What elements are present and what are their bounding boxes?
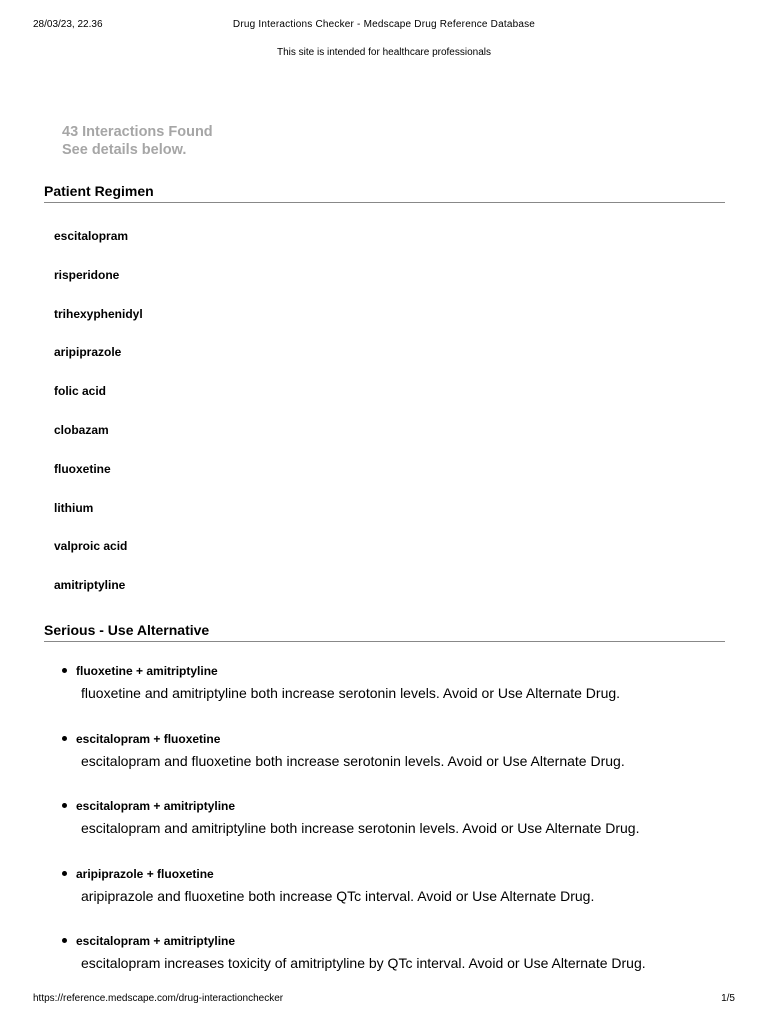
interaction-description: fluoxetine and amitriptyline both increase serotonin levels. Avoid or Use Alternate Drug. [81,685,621,701]
regimen-drug[interactable]: escitalopram [54,229,129,243]
interaction-item [62,728,722,796]
regimen-drug[interactable]: clobazam [54,422,109,437]
bullet-icon [62,668,67,673]
interaction-item [62,660,722,728]
interaction-count: 43 Interactions Found [62,124,213,140]
regimen-list [54,222,143,610]
interaction-item [62,930,722,998]
interaction-description: escitalopram and fluoxetine both increase serotonin levels. Avoid or Use Alternate Drug. [81,752,625,769]
bullet-icon [62,938,67,943]
interaction-pair[interactable]: fluoxetine + amitriptyline [76,664,218,678]
serious-interaction-list [62,660,722,998]
regimen-drug[interactable]: trihexyphenidyl [54,306,143,321]
interaction-item [62,795,722,863]
interaction-pair[interactable]: escitalopram + amitriptyline [76,799,236,813]
patient-regimen-heading: Patient Regimen [44,183,725,203]
regimen-drug[interactable]: valproic acid [54,539,128,554]
page-title: Drug Interactions Checker - Medscape Drug Reference Database [232,19,536,30]
interaction-pair[interactable]: aripiprazole + fluoxetine [76,866,214,881]
print-date: 28/03/23, 22.36 [33,19,103,30]
bullet-icon [62,736,67,741]
bullet-icon [62,871,67,876]
interaction-description: escitalopram and amitriptyline both increase serotonin levels. Avoid or Use Alternate Drug. [81,820,640,836]
regimen-drug[interactable]: lithium [54,500,94,515]
interaction-description: aripiprazole and fluoxetine both increase QTc interval. Avoid or Use Alternate Drug. [81,887,595,904]
regimen-drug[interactable]: aripiprazole [54,345,122,360]
interaction-summary [62,123,213,159]
interaction-item [62,863,722,931]
bullet-icon [62,803,67,808]
page-number: 1/5 [721,993,735,1004]
serious-heading: Serious - Use Alternative [44,622,725,642]
details-note: See details below. [62,142,187,158]
interaction-pair[interactable]: escitalopram + fluoxetine [76,731,221,746]
regimen-drug[interactable]: fluoxetine [54,461,111,476]
interaction-description: escitalopram increases toxicity of amitriptyline by QTc interval. Avoid or Use Alternate Drug. [81,955,646,971]
regimen-drug[interactable]: folic acid [54,384,107,399]
professional-notice: This site is intended for healthcare professionals [276,47,491,58]
regimen-drug[interactable]: amitriptyline [54,578,126,593]
regimen-drug[interactable]: risperidone [54,267,120,282]
footer-url: https://reference.medscape.com/drug-interactionchecker [33,993,284,1004]
interaction-pair[interactable]: escitalopram + amitriptyline [76,934,236,948]
